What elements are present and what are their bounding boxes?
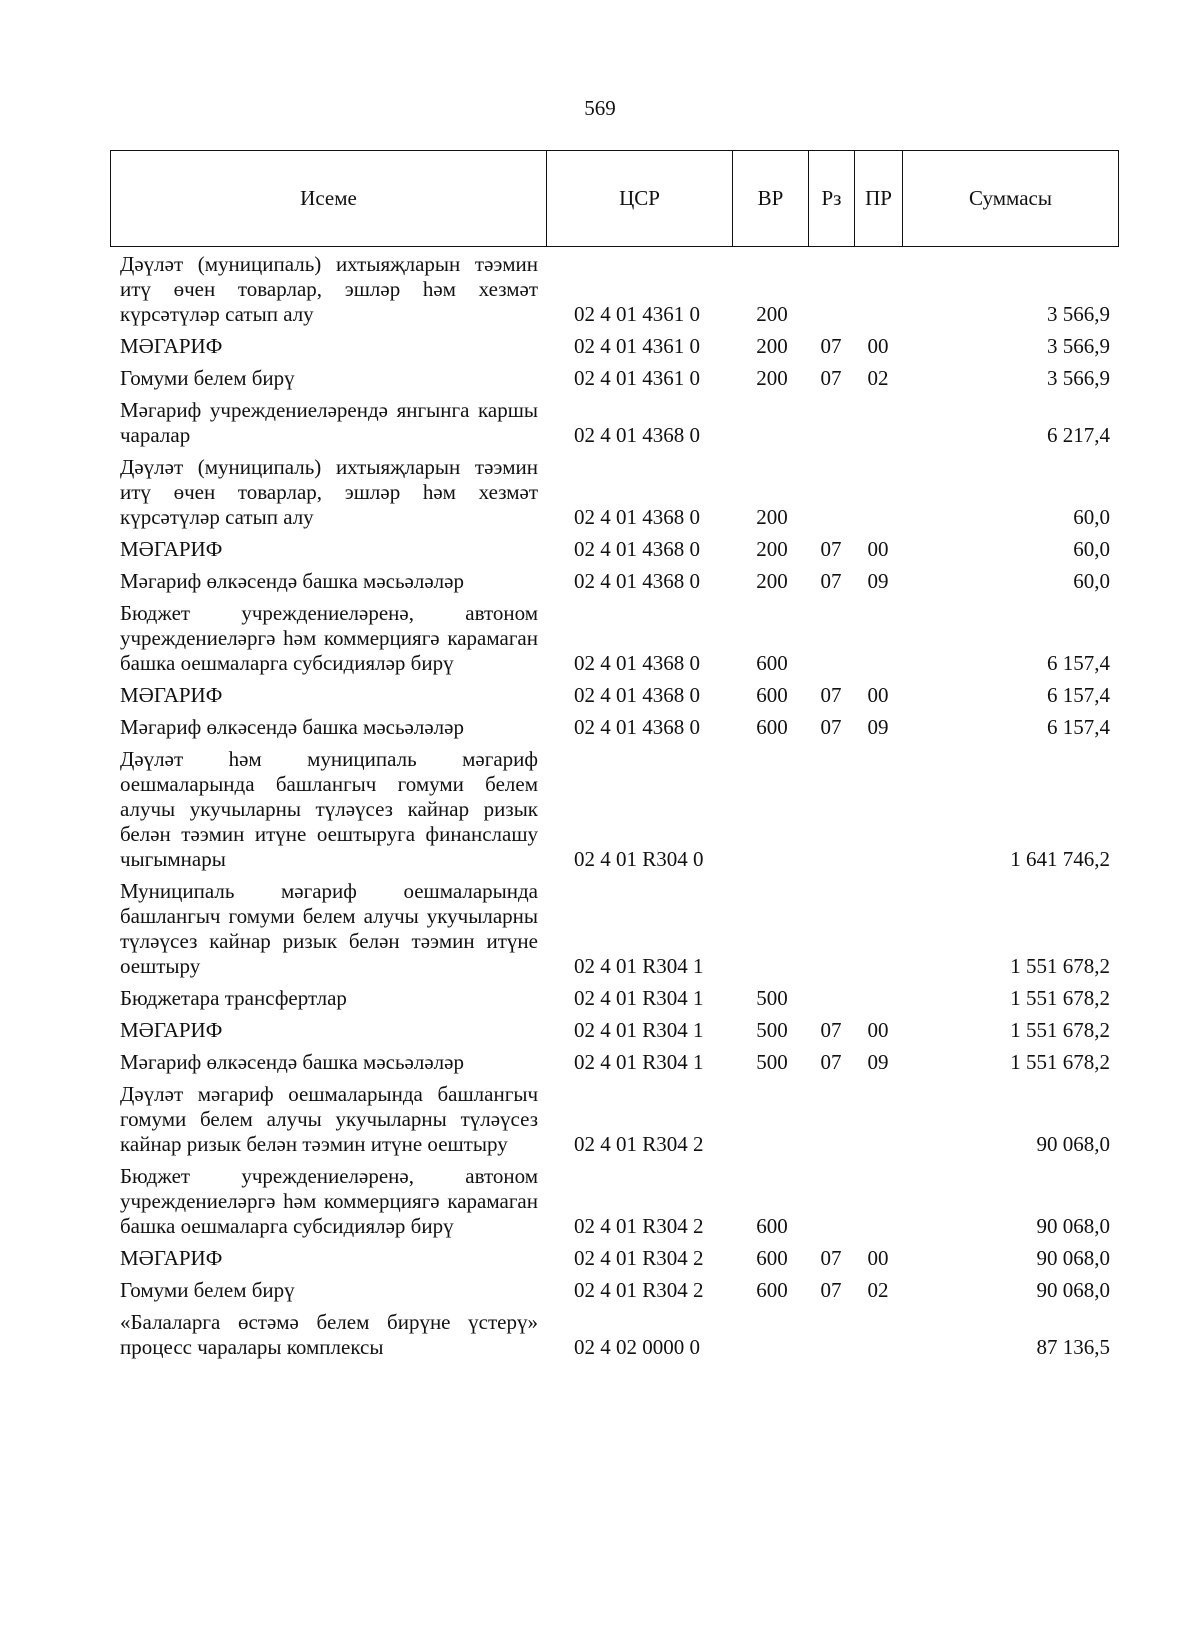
table-row xyxy=(110,744,1118,876)
row-vr: 200 xyxy=(756,537,788,561)
row-rz xyxy=(808,876,854,983)
row-pr: 00 xyxy=(867,683,889,707)
row-pr xyxy=(854,249,902,331)
row-pr xyxy=(854,598,902,680)
row-csr: 02 4 01 4361 0 xyxy=(574,334,700,358)
row-sum: 1 641 746,2 xyxy=(1010,847,1110,871)
row-pr xyxy=(854,1307,902,1364)
row-vr: 500 xyxy=(756,986,788,1010)
row-rz: 07 xyxy=(820,334,842,358)
row-name: МӘГАРИФ xyxy=(120,683,223,707)
row-csr: 02 4 01 R304 2 xyxy=(574,1246,704,1270)
row-sum: 3 566,9 xyxy=(1047,334,1110,358)
row-rz: 07 xyxy=(820,366,842,390)
row-sum: 6 157,4 xyxy=(1047,651,1110,675)
row-name: Мәгариф өлкәсендә башка мәсьәләләр xyxy=(120,715,464,739)
row-csr: 02 4 01 4368 0 xyxy=(574,505,700,529)
row-csr: 02 4 01 R304 1 xyxy=(574,986,704,1010)
row-name: Гомуми белем бирү xyxy=(120,1278,295,1302)
row-vr: 500 xyxy=(756,1018,788,1042)
row-pr: 00 xyxy=(867,537,889,561)
row-vr: 600 xyxy=(756,1214,788,1238)
row-csr: 02 4 01 4368 0 xyxy=(574,651,700,675)
table-row xyxy=(110,712,1118,744)
table-body xyxy=(110,249,1118,1364)
table-row xyxy=(110,363,1118,395)
row-rz xyxy=(808,744,854,876)
row-name: МӘГАРИФ xyxy=(120,1246,223,1270)
table-header xyxy=(110,150,1119,247)
row-pr: 02 xyxy=(867,366,889,390)
row-pr: 00 xyxy=(867,334,889,358)
row-rz: 07 xyxy=(820,1278,842,1302)
table-row xyxy=(110,1275,1118,1307)
row-vr xyxy=(732,1079,808,1161)
row-csr: 02 4 01 R304 0 xyxy=(574,847,704,871)
row-csr: 02 4 01 4368 0 xyxy=(574,423,700,447)
row-name: Мәгариф өлкәсендә башка мәсьәләләр xyxy=(120,1050,464,1074)
row-sum: 90 068,0 xyxy=(1036,1278,1110,1302)
table-row xyxy=(110,1079,1118,1161)
row-name: Бюджет учреждениеләренә, автоном учреждениеләргә һәм коммерциягә карамаган башка оешмаларга субсидияләр бирү xyxy=(120,1164,538,1238)
row-rz xyxy=(808,1161,854,1243)
row-sum: 90 068,0 xyxy=(1036,1132,1110,1156)
row-rz xyxy=(808,1307,854,1364)
row-name: Бюджет учреждениеләренә, автоном учреждениеләргә һәм коммерциягә карамаган башка оешмаларга субсидияләр бирү xyxy=(120,601,538,675)
row-rz xyxy=(808,395,854,452)
row-vr xyxy=(732,876,808,983)
row-name: Дәүләт мәгариф оешмаларында башлангыч гомуми белем алучы укучыларны түләүсез кайнар ризык белән тәэмин итүне оештыру xyxy=(120,1082,538,1156)
row-rz xyxy=(808,598,854,680)
row-sum: 1 551 678,2 xyxy=(1010,954,1110,978)
row-vr xyxy=(732,744,808,876)
row-sum: 60,0 xyxy=(1073,569,1110,593)
row-csr: 02 4 01 R304 1 xyxy=(574,1050,704,1074)
table-row xyxy=(110,395,1118,452)
row-rz: 07 xyxy=(820,1246,842,1270)
table-row xyxy=(110,1307,1118,1364)
row-rz: 07 xyxy=(820,537,842,561)
row-vr: 600 xyxy=(756,651,788,675)
row-pr xyxy=(854,744,902,876)
row-name: МӘГАРИФ xyxy=(120,334,223,358)
header-rz: Рз xyxy=(809,151,855,247)
row-pr: 09 xyxy=(867,569,889,593)
row-sum: 60,0 xyxy=(1073,537,1110,561)
row-csr: 02 4 01 4361 0 xyxy=(574,366,700,390)
row-name: МӘГАРИФ xyxy=(120,1018,223,1042)
row-vr: 600 xyxy=(756,1278,788,1302)
row-rz: 07 xyxy=(820,715,842,739)
row-pr xyxy=(854,876,902,983)
row-name: МӘГАРИФ xyxy=(120,537,223,561)
row-rz xyxy=(808,1079,854,1161)
row-sum: 1 551 678,2 xyxy=(1010,1018,1110,1042)
row-vr: 600 xyxy=(756,715,788,739)
row-rz: 07 xyxy=(820,1050,842,1074)
row-sum: 90 068,0 xyxy=(1036,1214,1110,1238)
table-row xyxy=(110,876,1118,983)
row-sum: 90 068,0 xyxy=(1036,1246,1110,1270)
row-sum: 1 551 678,2 xyxy=(1010,986,1110,1010)
page-number: 569 xyxy=(584,96,616,120)
table-row xyxy=(110,1243,1118,1275)
row-pr: 02 xyxy=(867,1278,889,1302)
table-row xyxy=(110,680,1118,712)
row-name: Дәүләт һәм муниципаль мәгариф оешмаларында башлангыч гомуми белем алучы укучыларны түләүсез кайнар ризык белән тәэмин итүне оештыруга финанслашу чыгымнары xyxy=(120,747,538,871)
row-pr xyxy=(854,395,902,452)
row-csr: 02 4 01 4368 0 xyxy=(574,715,700,739)
row-sum: 3 566,9 xyxy=(1047,366,1110,390)
header-name: Исеме xyxy=(111,151,547,247)
row-csr: 02 4 01 R304 1 xyxy=(574,954,704,978)
table-row xyxy=(110,598,1118,680)
row-csr: 02 4 02 0000 0 xyxy=(574,1335,700,1359)
row-rz xyxy=(808,452,854,534)
row-name: Дәүләт (муниципаль) ихтыяҗларын тәэмин итү өчен товарлар, эшләр һәм хезмәт күрсәтүләр сатып алу xyxy=(120,455,538,529)
row-pr xyxy=(854,452,902,534)
table-row xyxy=(110,534,1118,566)
row-csr: 02 4 01 4368 0 xyxy=(574,569,700,593)
row-csr: 02 4 01 R304 2 xyxy=(574,1278,704,1302)
row-vr: 200 xyxy=(756,569,788,593)
header-pr: ПР xyxy=(855,151,903,247)
row-pr xyxy=(854,983,902,1015)
row-vr: 500 xyxy=(756,1050,788,1074)
table-row xyxy=(110,1015,1118,1047)
row-csr: 02 4 01 4368 0 xyxy=(574,537,700,561)
row-vr: 600 xyxy=(756,683,788,707)
row-pr: 00 xyxy=(867,1246,889,1270)
row-rz: 07 xyxy=(820,1018,842,1042)
table-row xyxy=(110,566,1118,598)
row-csr: 02 4 01 4361 0 xyxy=(574,302,700,326)
row-sum: 87 136,5 xyxy=(1036,1335,1110,1359)
header-vr: ВР xyxy=(733,151,809,247)
row-vr: 200 xyxy=(756,366,788,390)
row-sum: 1 551 678,2 xyxy=(1010,1050,1110,1074)
row-name: «Балаларга өстәмә белем бирүне үстерү» процесс чаралары комплексы xyxy=(120,1310,538,1359)
row-pr: 00 xyxy=(867,1018,889,1042)
row-rz xyxy=(808,249,854,331)
table-row xyxy=(110,452,1118,534)
row-pr: 09 xyxy=(867,715,889,739)
row-rz: 07 xyxy=(820,569,842,593)
row-pr xyxy=(854,1161,902,1243)
row-vr xyxy=(732,1307,808,1364)
header-csr: ЦСР xyxy=(547,151,733,247)
row-vr: 600 xyxy=(756,1246,788,1270)
row-rz: 07 xyxy=(820,683,842,707)
row-csr: 02 4 01 R304 2 xyxy=(574,1132,704,1156)
row-sum: 6 157,4 xyxy=(1047,683,1110,707)
row-sum: 3 566,9 xyxy=(1047,302,1110,326)
row-vr: 200 xyxy=(756,302,788,326)
row-rz xyxy=(808,983,854,1015)
row-sum: 6 157,4 xyxy=(1047,715,1110,739)
header-sum: Суммасы xyxy=(903,151,1119,247)
row-name: Мәгариф өлкәсендә башка мәсьәләләр xyxy=(120,569,464,593)
row-name: Гомуми белем бирү xyxy=(120,366,295,390)
table-row xyxy=(110,249,1118,331)
row-name: Муниципаль мәгариф оешмаларында башлангыч гомуми белем алучы укучыларны түләүсез кайнар ризык белән тәэмин итүне оештыру xyxy=(120,879,538,978)
row-pr xyxy=(854,1079,902,1161)
table-row xyxy=(110,331,1118,363)
table-row xyxy=(110,1161,1118,1243)
row-sum: 60,0 xyxy=(1073,505,1110,529)
table-row xyxy=(110,1047,1118,1079)
table-row xyxy=(110,983,1118,1015)
row-sum: 6 217,4 xyxy=(1047,423,1110,447)
row-name: Мәгариф учреждениеләрендә янгынга каршы чаралар xyxy=(120,398,538,447)
row-csr: 02 4 01 4368 0 xyxy=(574,683,700,707)
budget-table xyxy=(110,249,1118,1364)
row-pr: 09 xyxy=(867,1050,889,1074)
row-vr: 200 xyxy=(756,334,788,358)
row-vr: 200 xyxy=(756,505,788,529)
row-csr: 02 4 01 R304 1 xyxy=(574,1018,704,1042)
row-vr xyxy=(732,395,808,452)
row-name: Бюджетара трансфертлар xyxy=(120,986,347,1010)
row-name: Дәүләт (муниципаль) ихтыяҗларын тәэмин итү өчен товарлар, эшләр һәм хезмәт күрсәтүләр сатып алу xyxy=(120,252,538,326)
row-csr: 02 4 01 R304 2 xyxy=(574,1214,704,1238)
